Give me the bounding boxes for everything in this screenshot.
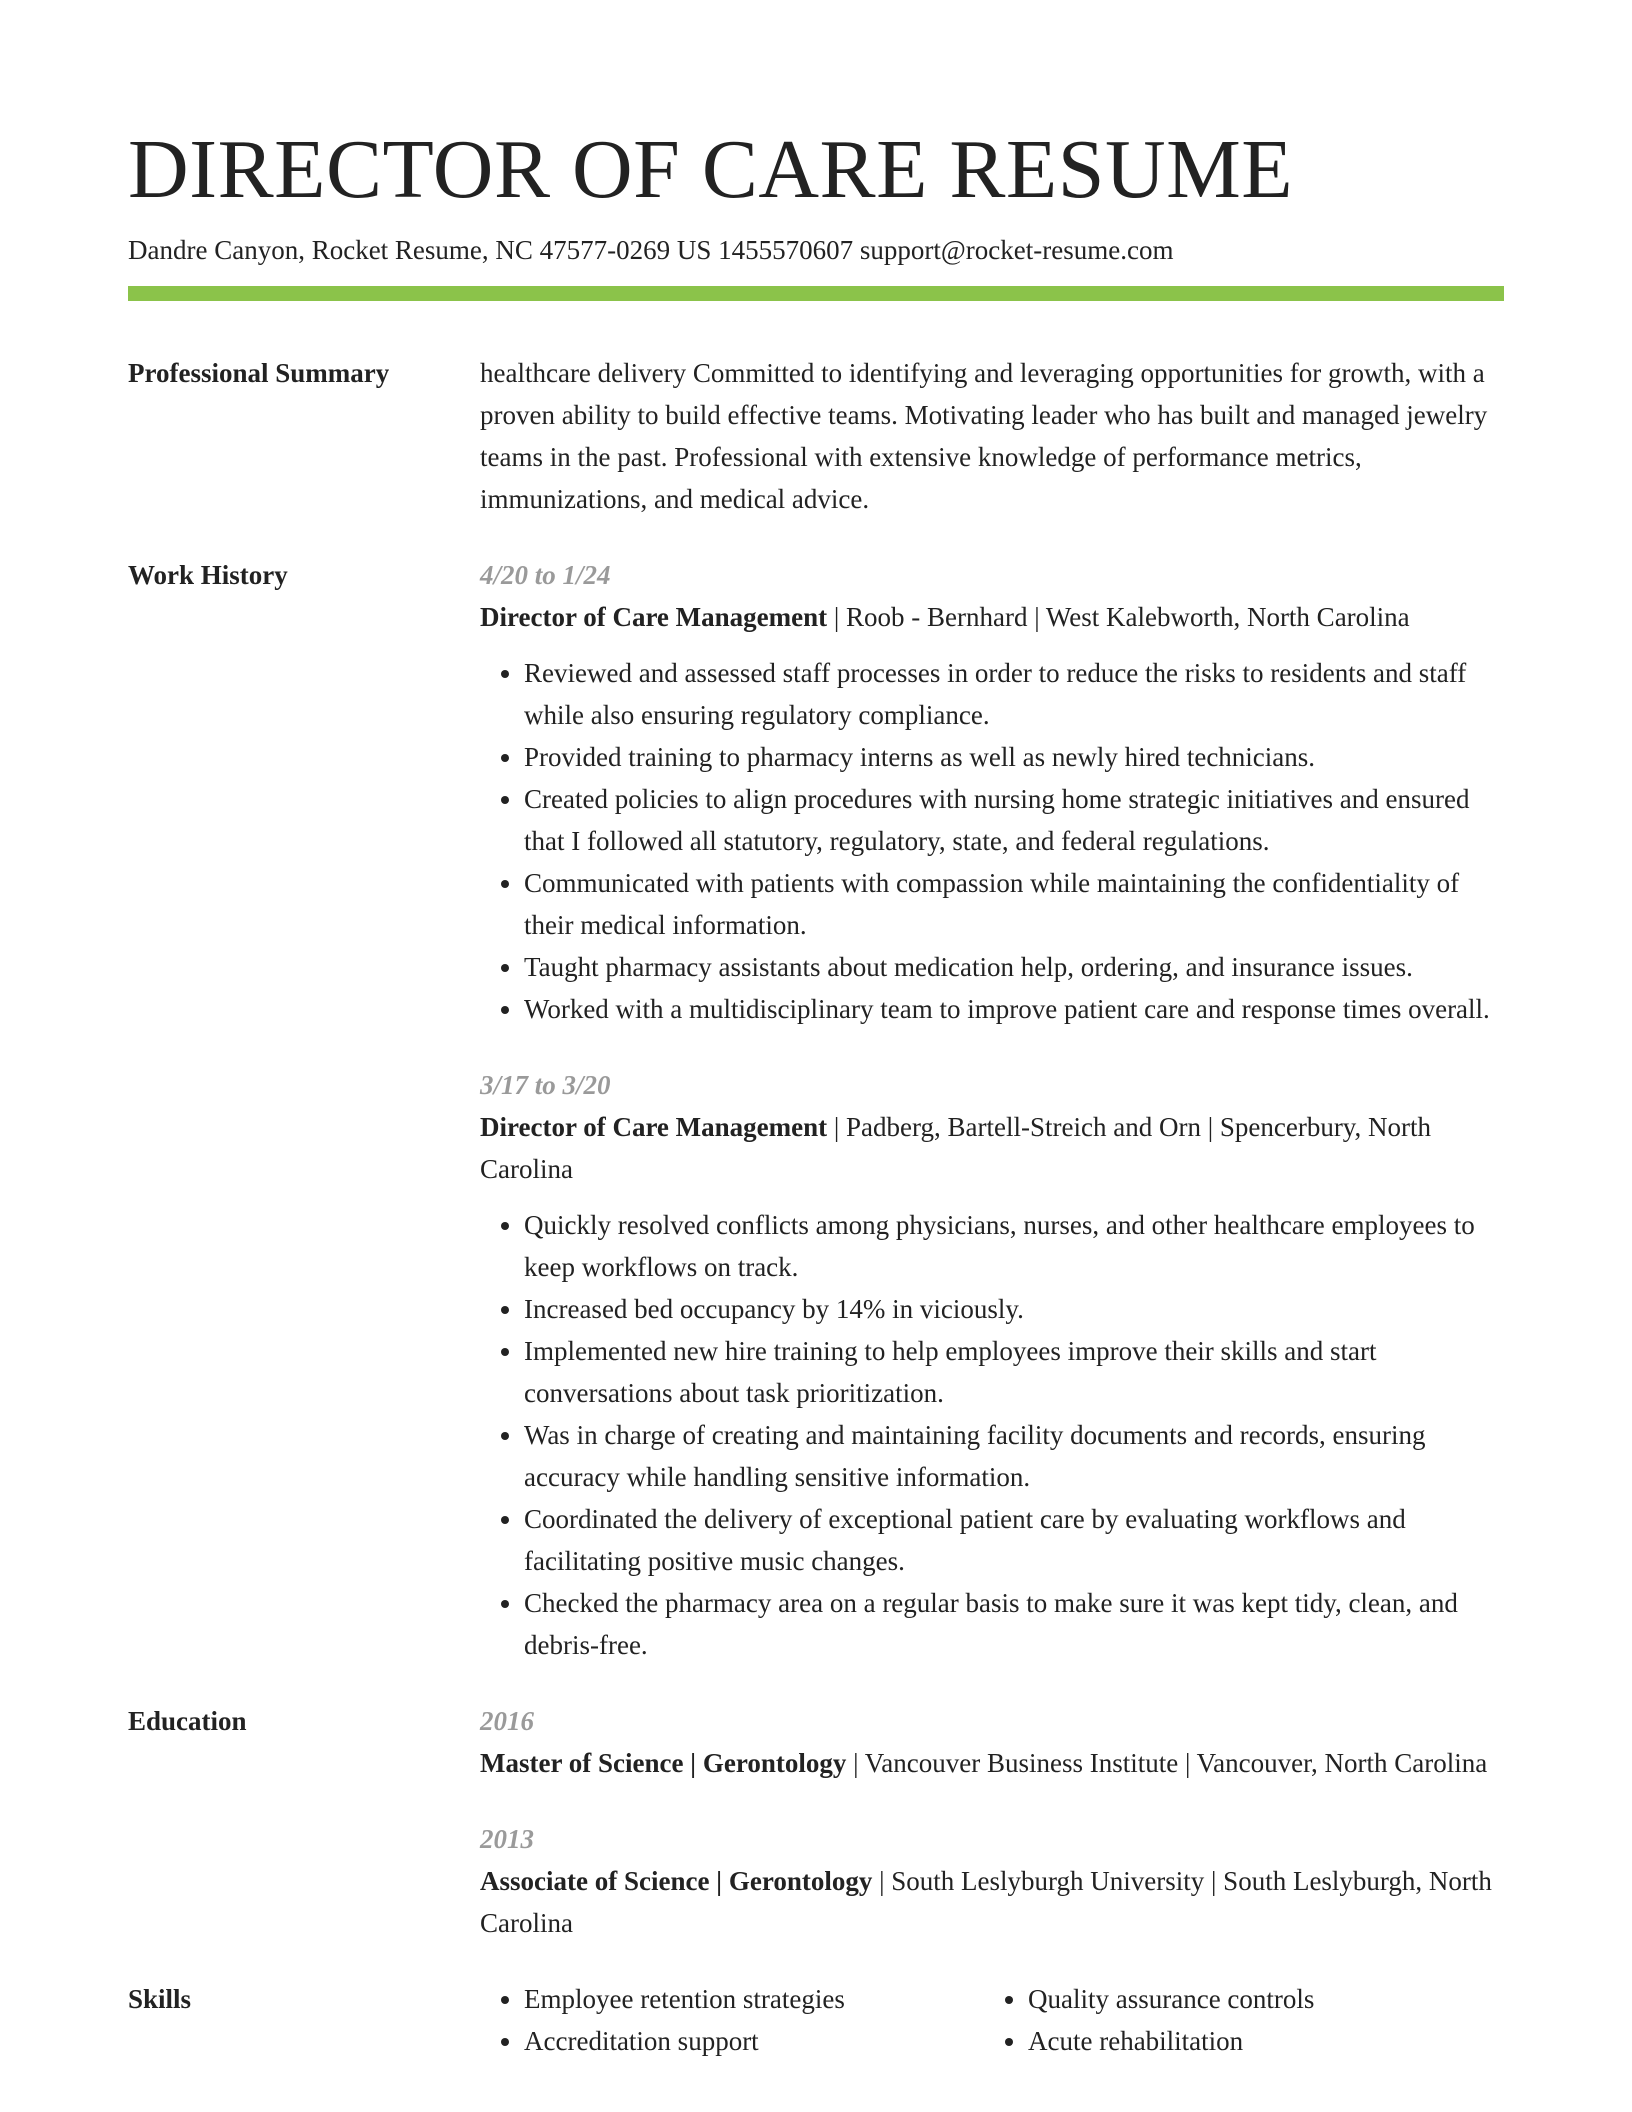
skill-item: • Quality assurance controls [1028,1978,1488,2020]
section-label-education: Education [128,1706,247,1736]
job-date: 4/20 to 1/24 [480,560,611,590]
section-label-work-history: Work History [128,560,288,590]
contact-line: Dandre Canyon, Rocket Resume, NC 47577-0269 US 1455570607 support@rocket-resume.com [128,235,1174,265]
job-bullet: • Quickly resolved conflicts among physicians, nurses, and other healthcare employees to keep workflows on track. [524,1204,1504,1288]
resume-body [128,352,1504,2096]
job-bullet: • Taught pharmacy assistants about medication help, ordering, and insurance issues. [524,946,1504,988]
section-label-skills: Skills [128,1984,192,2014]
education-heading [480,1742,1504,1784]
skills-columns [480,1978,1504,2062]
job-bullet: • Coordinated the delivery of exceptional patient care by evaluating workflows and facilitating positive music changes. [524,1498,1504,1582]
skills-column-left [480,1978,984,2062]
education-details: | Vancouver Business Institute | Vancouver, North Carolina [846,1748,1488,1778]
education-degree: Master of Science | Gerontology [480,1748,847,1778]
education-entry [480,1700,1504,1784]
job-details: | Padberg, Bartell-Streich and Orn | Spencerbury, North Carolina [480,1112,1432,1184]
job-bullet-list [480,1204,1504,1666]
job-role: Director of Care Management [480,602,828,632]
resume-title: DIRECTOR OF CARE RESUME [128,123,1294,216]
work-history-content [480,554,1504,1666]
job-bullet: • Implemented new hire training to help employees improve their skills and start conversations about task prioritization. [524,1330,1504,1414]
job-bullet: • Worked with a multidisciplinary team to improve patient care and response times overall. [524,988,1504,1030]
summary-content [480,352,1504,520]
job-bullet: • Reviewed and assessed staff processes in order to reduce the risks to residents and staff while also ensuring regulatory compliance. [524,652,1504,736]
job-heading [480,1106,1504,1190]
education-content [480,1700,1504,1944]
job-bullet: • Increased bed occupancy by 14% in viciously. [524,1288,1504,1330]
job-entry [480,1064,1504,1666]
education-date: 2013 [480,1824,534,1854]
accent-divider [128,286,1504,301]
job-bullet-list [480,652,1504,1030]
job-date: 3/17 to 3/20 [480,1070,611,1100]
job-bullet: • Was in charge of creating and maintaining facility documents and records, ensuring accuracy while handling sensitive information. [524,1414,1504,1498]
job-heading [480,596,1504,638]
job-role: Director of Care Management [480,1112,828,1142]
job-bullet: • Communicated with patients with compassion while maintaining the confidentiality of their medical information. [524,862,1504,946]
education-heading [480,1860,1504,1944]
summary-section [128,352,1504,520]
education-date: 2016 [480,1706,534,1736]
job-bullet: • Created policies to align procedures with nursing home strategic initiatives and ensured that I followed all statutory, regulatory, state, and federal regulations. [524,778,1504,862]
job-bullet: • Provided training to pharmacy interns as well as newly hired technicians. [524,736,1504,778]
education-entry [480,1818,1504,1944]
skills-section [128,1978,1504,2062]
job-bullet: • Checked the pharmacy area on a regular basis to make sure it was kept tidy, clean, and debris-free. [524,1582,1504,1666]
work-history-section [128,554,1504,1666]
education-section [128,1700,1504,1944]
job-details: | Roob - Bernhard | West Kalebworth, North Carolina [827,602,1410,632]
skill-item: • Acute rehabilitation [1028,2020,1488,2062]
skills-column-right [984,1978,1488,2062]
job-entry [480,554,1504,1030]
skill-item: • Employee retention strategies [524,1978,984,2020]
education-degree: Associate of Science | Gerontology [480,1866,873,1896]
education-details: | South Leslyburgh University | South Leslyburgh, North Carolina [480,1866,1492,1938]
skills-content [480,1978,1504,2062]
section-label-summary: Professional Summary [128,358,390,388]
summary-text: healthcare delivery Committed to identifying and leveraging opportunities for growth, with a proven ability to build effective teams. Motivating leader who has built and managed jewelry teams in the past. Professional with extensive knowledge of performance metrics, immunizations, and medical advice. [480,358,1488,514]
skill-item: • Accreditation support [524,2020,984,2062]
